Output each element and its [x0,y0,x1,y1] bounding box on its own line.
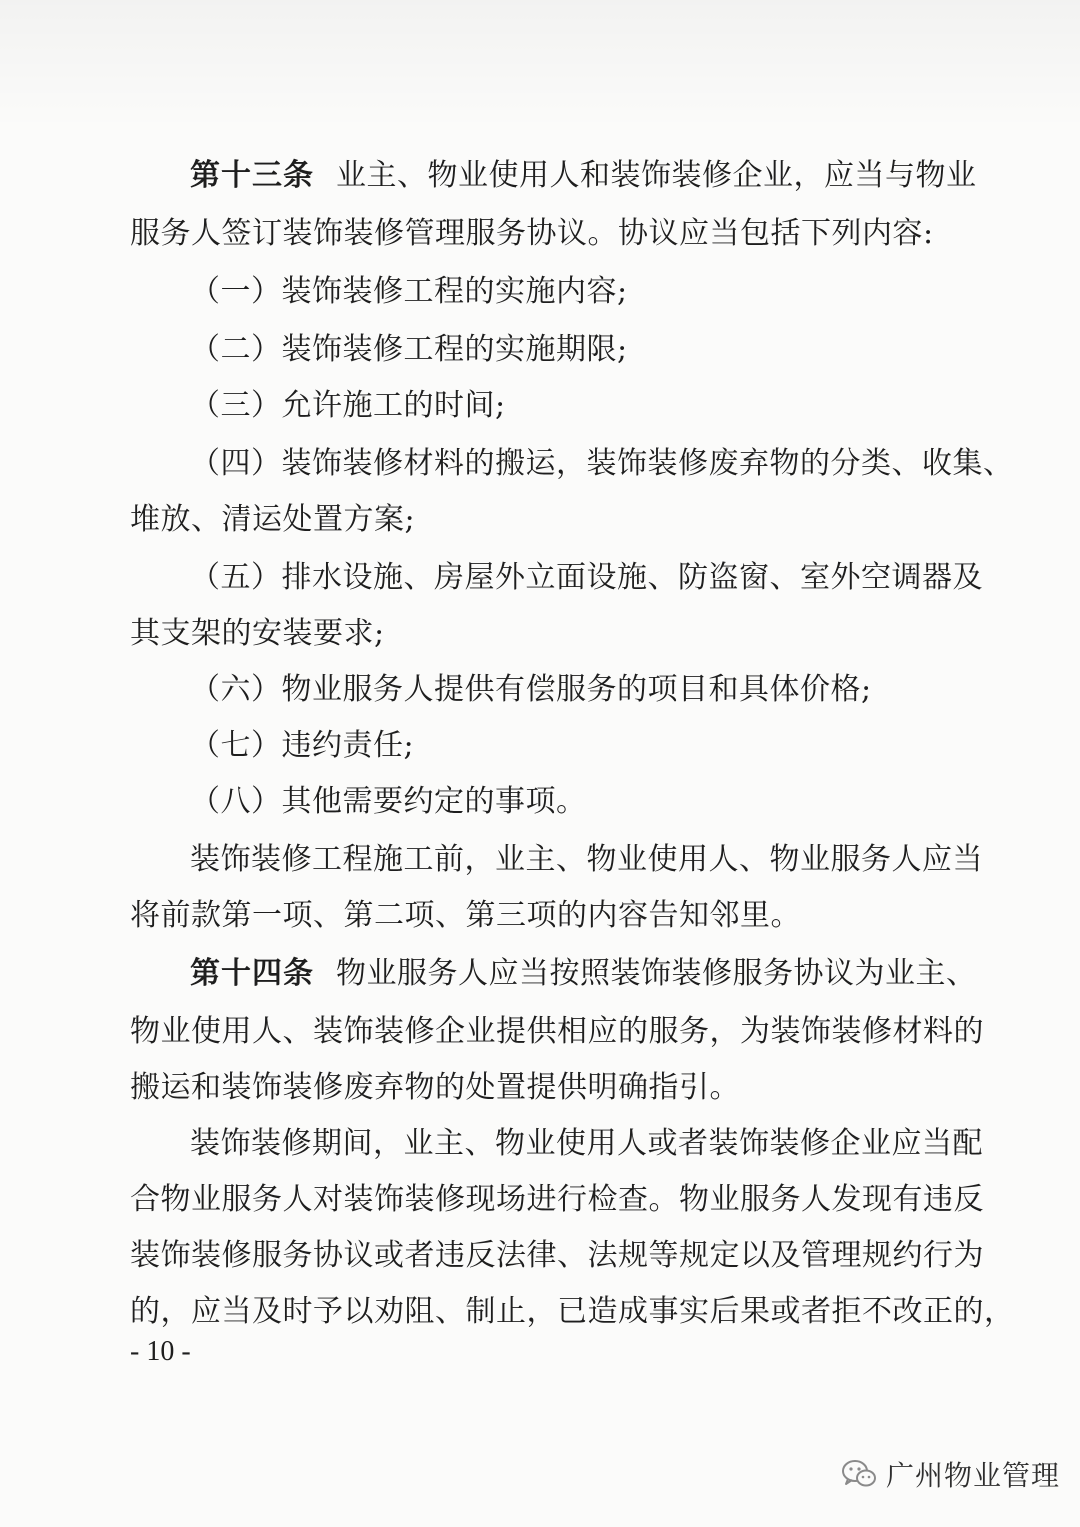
item-5-line-1: （五）排水设施、房屋外立面设施、防盗窗、室外空调器及 [190,560,983,595]
item-2: （二）装饰装修工程的实施期限; [190,332,628,367]
article-13-heading: 第十三条 [190,158,314,193]
paragraph-2-line-2: 将前款第一项、第二项、第三项的内容告知邻里。 [130,898,801,933]
article-14-line-3: 搬运和装饰装修废弃物的处置提供明确指引。 [130,1070,740,1105]
item-1: （一）装饰装修工程的实施内容; [190,274,628,309]
watermark-text: 广州物业管理 [886,1459,1061,1492]
article-13-line-1: 业主、物业使用人和装饰装修企业，应当与物业 [336,158,977,193]
item-6: （六）物业服务人提供有偿服务的项目和具体价格; [190,672,872,707]
paragraph-2-line-1: 装饰装修工程施工前，业主、物业使用人、物业服务人应当 [190,842,983,877]
item-4-line-1: （四）装饰装修材料的搬运，装饰装修废弃物的分类、收集、 [190,446,1014,481]
watermark [840,1452,1060,1496]
article-14-heading: 第十四条 [190,956,314,991]
article-14-line-1: 物业服务人应当按照装饰装修服务协议为业主、 [336,956,977,991]
paragraph-4-line-2: 合物业服务人对装饰装修现场进行检查。物业服务人发现有违反 [130,1182,984,1217]
item-7: （七）违约责任; [190,728,415,763]
item-8: （八）其他需要约定的事项。 [190,784,587,819]
article-14-line-2: 物业使用人、装饰装修企业提供相应的服务，为装饰装修材料的 [130,1014,984,1049]
item-5-line-2: 其支架的安装要求; [130,616,385,651]
paragraph-4-line-1: 装饰装修期间，业主、物业使用人或者装饰装修企业应当配 [190,1126,983,1161]
item-4-line-2: 堆放、清运处置方案; [130,502,416,537]
paragraph-4-line-4: 的，应当及时予以劝阻、制止，已造成事实后果或者拒不改正的， [130,1294,1015,1329]
paragraph-4-line-3: 装饰装修服务协议或者违反法律、法规等规定以及管理规约行为 [130,1238,984,1273]
article-13-line-2: 服务人签订装饰装修管理服务协议。协议应当包括下列内容: [130,216,934,251]
item-3: （三）允许施工的时间; [190,388,506,423]
page-number: - 10 - [130,1336,191,1367]
wechat-icon [840,1458,878,1490]
